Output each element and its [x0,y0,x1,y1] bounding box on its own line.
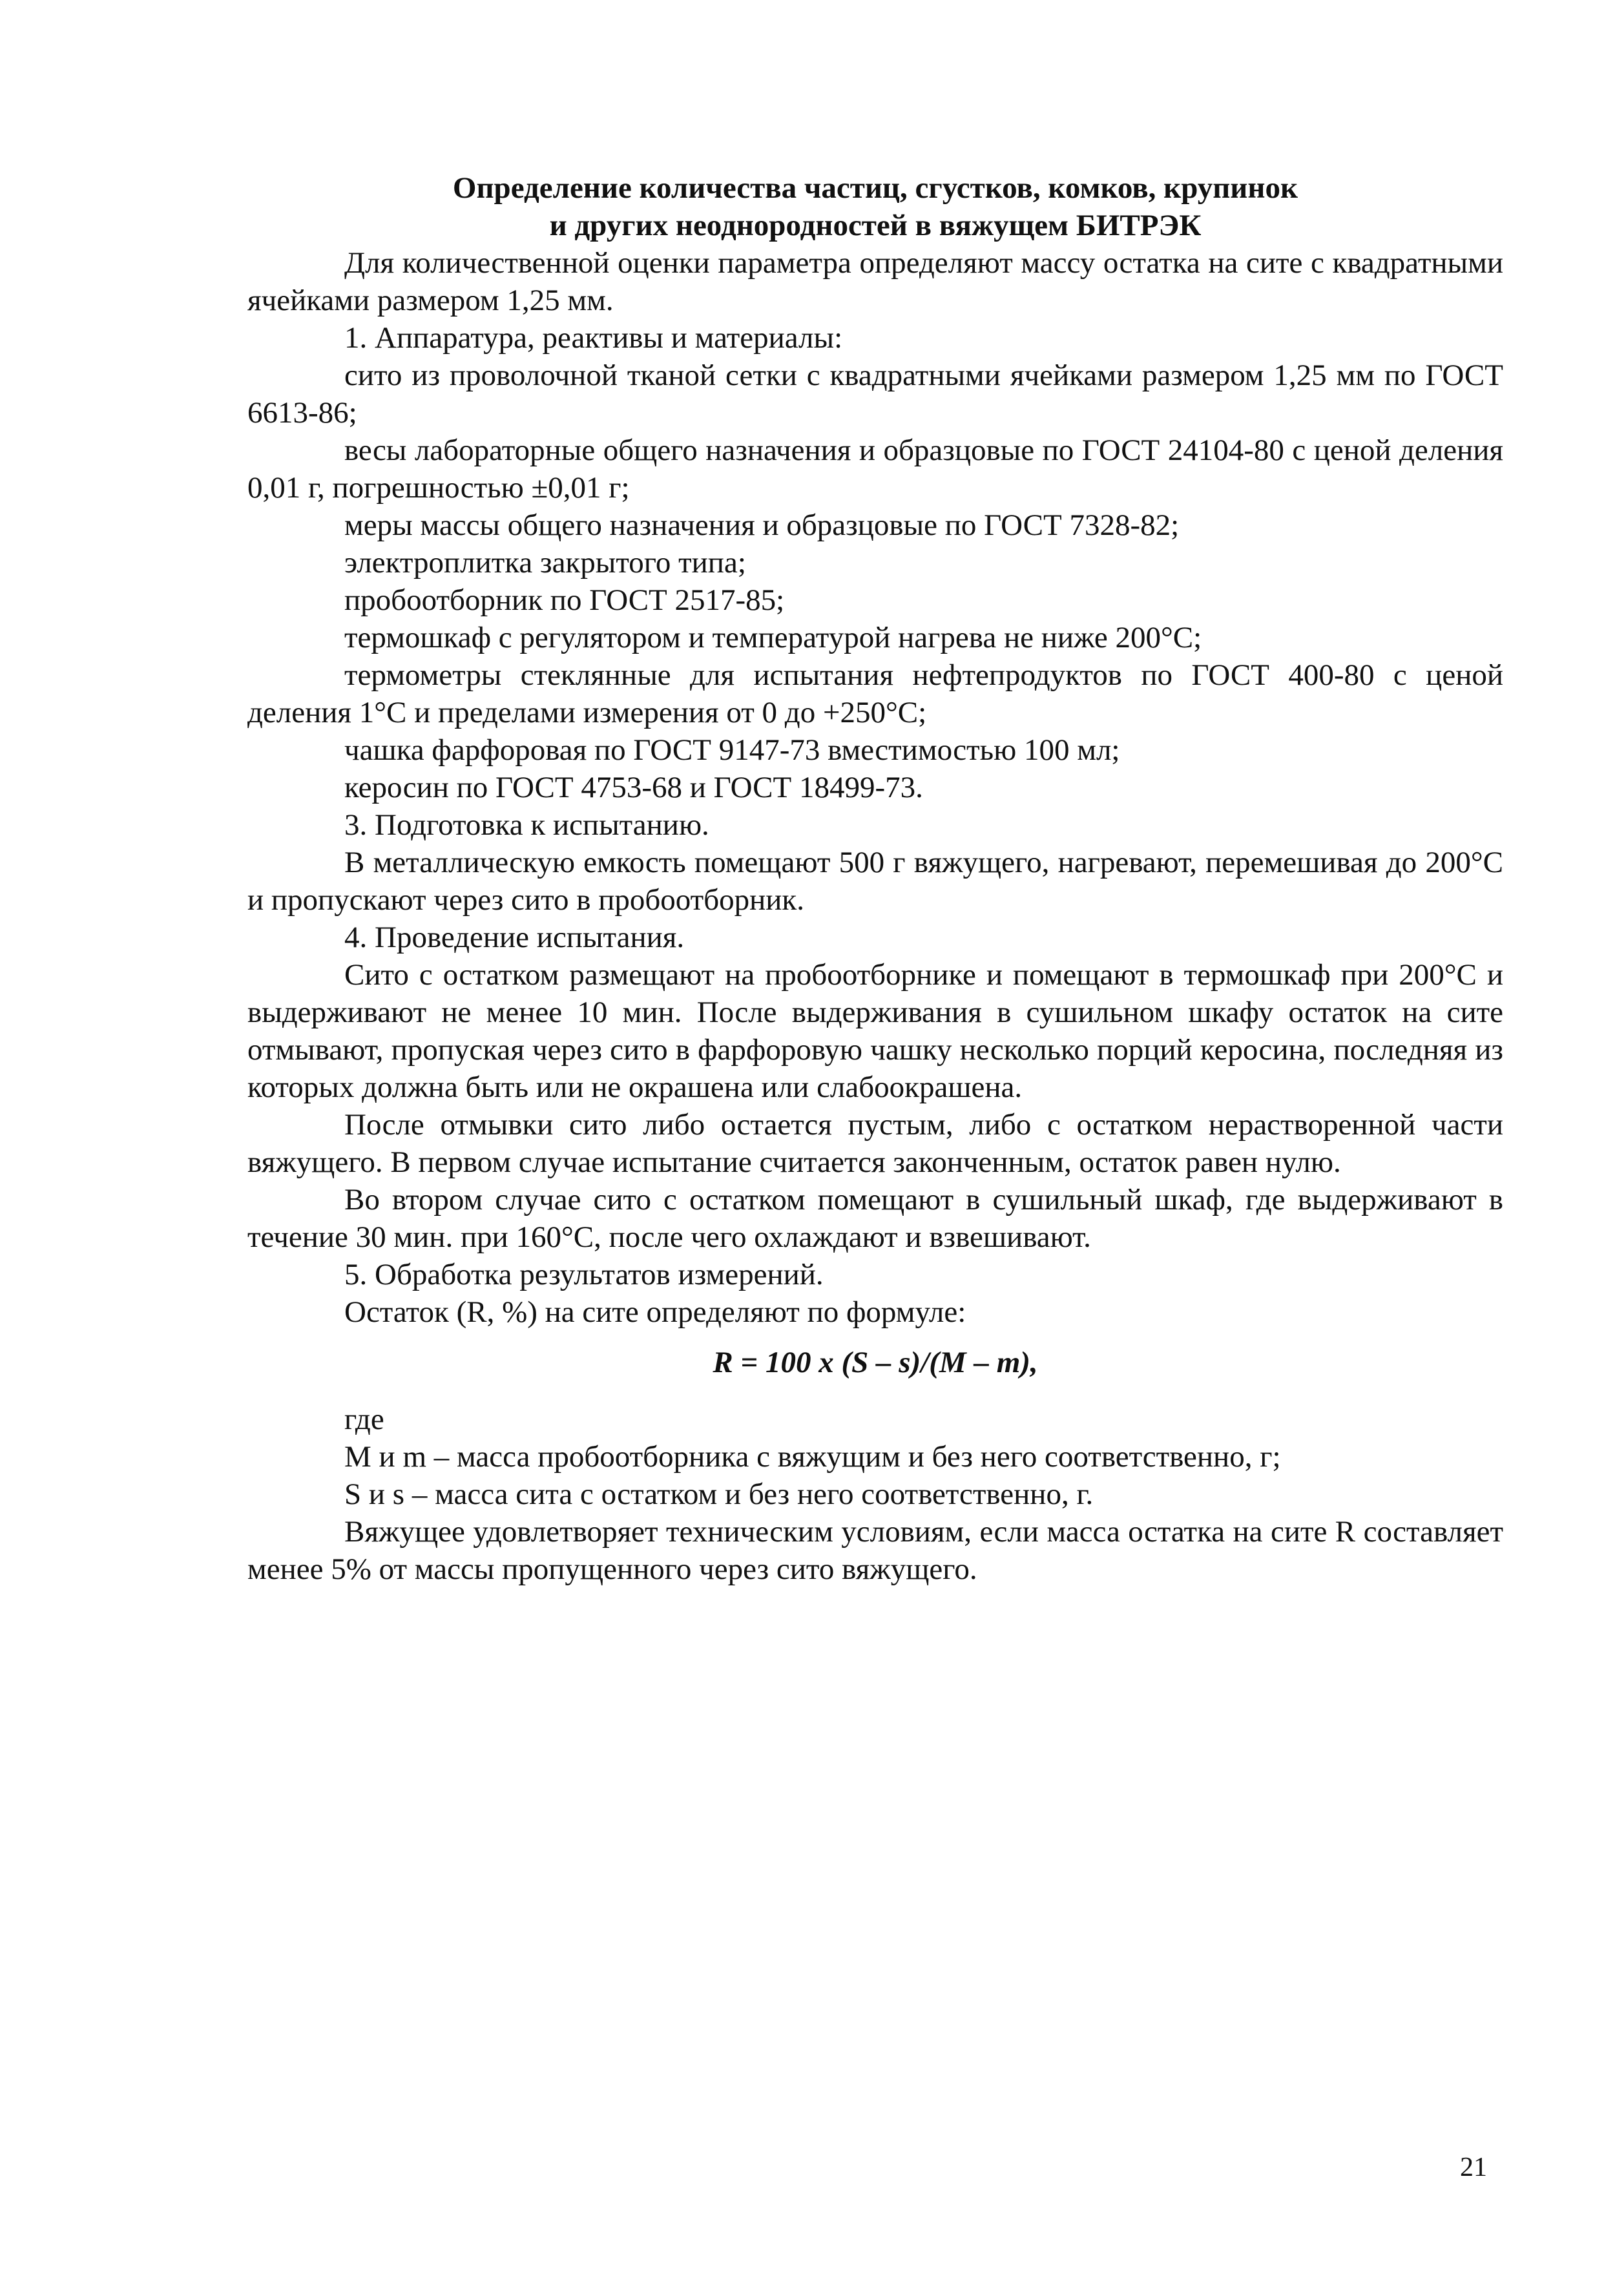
apparatus-item-kerosene: керосин по ГОСТ 4753-68 и ГОСТ 18499-73. [344,771,923,804]
document-title [247,169,1503,244]
title-line-1: Определение количества частиц, сгустков, комков, крупинок [452,171,1298,205]
apparatus-item-weights: меры массы общего назначения и образцовые по ГОСТ 7328-82; [344,508,1180,542]
testing-paragraph-3: Во втором случае сито с остатком помещают в сушильный шкаф, где выдерживают в течение 30 мин. при 160°С, после чего охлаждают и взвешивают. [247,1183,1503,1254]
results-paragraph: Остаток (R, %) на сите определяют по формуле: [344,1295,966,1329]
apparatus-item-thermometers: термометры стеклянные для испытания нефтепродуктов по ГОСТ 400-80 с ценой деления 1°С и пределами измерения от 0 до +250°С; [247,658,1503,729]
apparatus-item-cup: чашка фарфоровая по ГОСТ 9147-73 вместимостью 100 мл; [344,733,1120,767]
apparatus-item-oven: термошкаф с регулятором и температурой нагрева не ниже 200°С; [344,621,1202,654]
intro-paragraph: Для количественной оценки параметра определяют массу остатка на сите с квадратными ячейками размером 1,25 мм. [247,246,1503,317]
formula-legend-m: M и m – масса пробоотборника с вяжущим и без него соответственно, г; [344,1440,1281,1474]
preparation-paragraph: В металлическую емкость помещают 500 г вяжущего, нагревают, перемешивая до 200°С и пропускают через сито в пробоотборник. [247,846,1503,917]
testing-paragraph-1: Сито с остатком размещают на пробоотборнике и помещают в термошкаф при 200°С и выдерживают не менее 10 мин. После выдерживания в сушильном шкафу остаток на сите отмывают, пропуская через сито в фарфоровую чашку несколько порций керосина, последняя из которых должна быть или не окрашена или слабоокрашена. [247,958,1503,1104]
section-heading-results: 5. Обработка результатов измерений. [344,1258,824,1291]
apparatus-item-sampler: пробоотборник по ГОСТ 2517-85; [344,583,785,617]
title-line-2: и других неоднородностей в вяжущем БИТРЭК [549,209,1202,242]
section-heading-testing: 4. Проведение испытания. [344,921,685,954]
testing-paragraph-2: После отмывки сито либо остается пустым, либо с остатком нерастворенной части вяжущего. В первом случае испытание считается законченным, остаток равен нулю. [247,1108,1503,1179]
apparatus-item-scales: весы лабораторные общего назначения и образцовые по ГОСТ 24104-80 с ценой деления 0,01 г, погрешностью ±0,01 г; [247,433,1503,505]
apparatus-item-hotplate: электроплитка закрытого типа; [344,546,746,579]
residue-formula: R = 100 x (S – s)/(M – m), [713,1346,1038,1379]
page-number: 21 [1460,2153,1487,2182]
conclusion-paragraph: Вяжущее удовлетворяет техническим условиям, если масса остатка на сите R составляет менее 5% от массы пропущенного через сито вяжущего. [247,1515,1503,1586]
formula-legend-s: S и s – масса сита с остатком и без него соответственно, г. [344,1477,1094,1511]
apparatus-item-sieve: сито из проволочной тканой сетки с квадратными ячейками размером 1,25 мм по ГОСТ 6613-86; [247,359,1503,430]
section-heading-apparatus: 1. Аппаратура, реактивы и материалы: [344,321,843,355]
formula-where: где [344,1403,384,1436]
section-heading-preparation: 3. Подготовка к испытанию. [344,808,709,842]
document-body [247,169,1503,1588]
